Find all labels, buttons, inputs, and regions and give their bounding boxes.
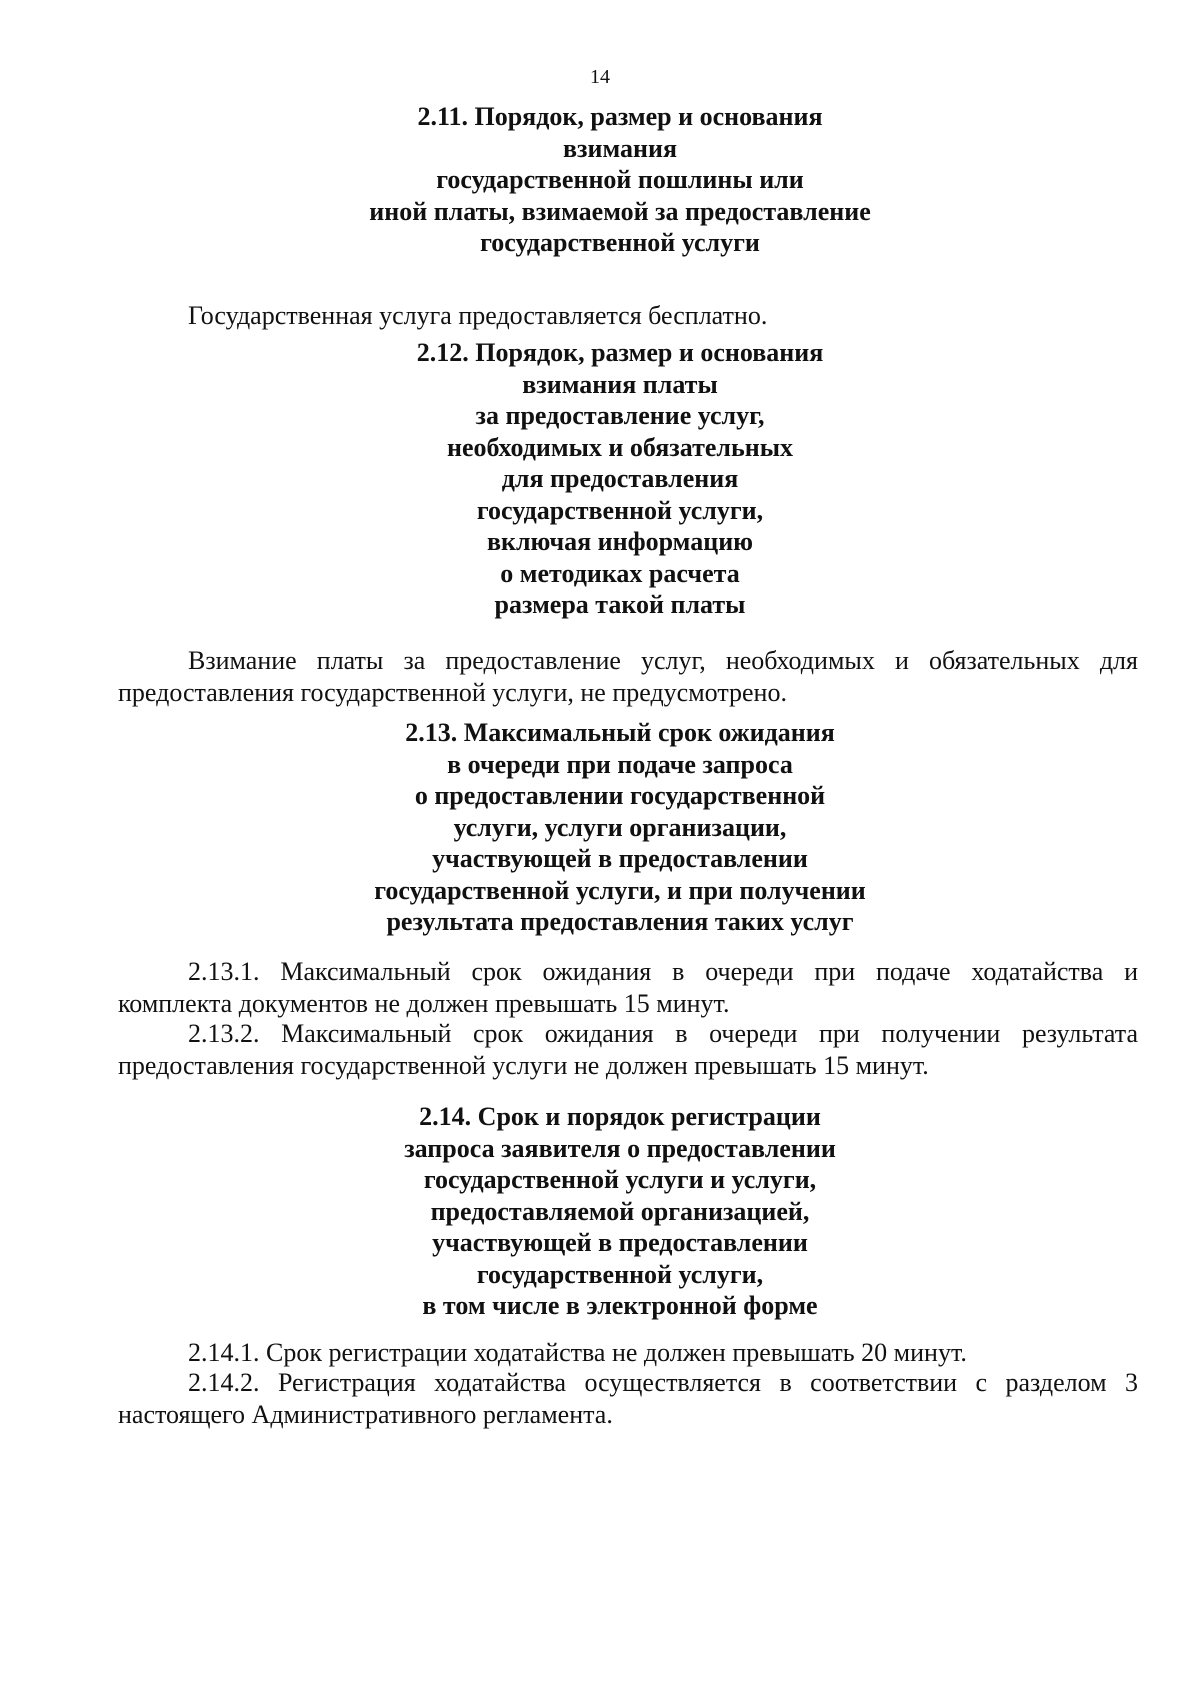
page-number: 14 <box>590 66 610 88</box>
paragraph-line: 2.13.1. Максимальный срок ожидания в очереди при подаче ходатайства и <box>188 957 1138 986</box>
heading-line: запроса заявителя о предоставлении <box>404 1133 836 1163</box>
heading-line: участвующей в предоставлении <box>432 1228 808 1257</box>
section-heading-2-12 <box>160 337 1080 621</box>
section-heading-2-14 <box>160 1101 1080 1322</box>
heading-line: размера такой платы <box>494 590 746 619</box>
heading-line: включая информацию <box>486 527 754 556</box>
heading-line: 2.14. Срок и порядок регистрации <box>419 1102 821 1131</box>
paragraph-line: предоставления государственной услуги, не предусмотрено. <box>118 678 787 707</box>
heading-line: необходимых и обязательных <box>446 432 794 462</box>
paragraph-2-14-2 <box>118 1367 1138 1431</box>
paragraph-2-12 <box>118 645 1138 709</box>
heading-line: государственной услуги, <box>476 1259 764 1289</box>
heading-line: взимания <box>562 133 678 163</box>
heading-line: результата предоставления таких услуг <box>386 907 854 936</box>
paragraph-2-13-1 <box>118 956 1138 1020</box>
heading-line: в очереди при подаче запроса <box>447 749 793 779</box>
heading-line: государственной пошлины или <box>436 165 804 194</box>
heading-line: 2.12. Порядок, размер и основания <box>416 338 824 367</box>
section-heading-2-11 <box>160 101 1080 259</box>
heading-line: о методиках расчета <box>500 558 740 588</box>
heading-line: взимания платы <box>522 369 718 399</box>
heading-line: иной платы, взимаемой за предоставление <box>369 196 871 226</box>
paragraph-2-14-1 <box>118 1337 1138 1369</box>
heading-line: участвующей в предоставлении <box>432 844 808 873</box>
heading-line: государственной услуги <box>480 228 760 257</box>
heading-line: 2.11. Порядок, размер и основания <box>417 102 823 131</box>
paragraph-line: 2.14.1. Срок регистрации ходатайства не должен превышать 20 минут. <box>188 1338 967 1367</box>
heading-line: для предоставления <box>501 464 739 493</box>
paragraph-line: настоящего Административного регламента. <box>118 1400 613 1429</box>
paragraph-line: Взимание платы за предоставление услуг, необходимых и обязательных для <box>188 646 1138 675</box>
section-heading-2-13 <box>160 717 1080 938</box>
paragraph-line: предоставления государственной услуги не должен превышать 15 минут. <box>118 1051 929 1080</box>
heading-line: государственной услуги и услуги, <box>423 1165 817 1194</box>
paragraph-line: комплекта документов не должен превышать 15 минут. <box>118 989 730 1018</box>
paragraph-line: 2.13.2. Максимальный срок ожидания в очереди при получении результата <box>188 1019 1138 1048</box>
heading-line: за предоставление услуг, <box>475 401 765 430</box>
heading-line: 2.13. Максимальный срок ожидания <box>405 718 835 747</box>
heading-line: услуги, услуги организации, <box>453 812 787 842</box>
paragraph-2-13-2 <box>118 1018 1138 1082</box>
paragraph-line: 2.14.2. Регистрация ходатайства осуществляется в соответствии с разделом 3 <box>188 1368 1138 1397</box>
heading-line: в том числе в электронной форме <box>422 1291 818 1320</box>
heading-line: государственной услуги, <box>476 495 764 525</box>
heading-line: государственной услуги, и при получении <box>374 875 866 905</box>
paragraph-line: Государственная услуга предоставляется бесплатно. <box>188 301 768 330</box>
heading-line: предоставляемой организацией, <box>430 1196 810 1226</box>
heading-line: о предоставлении государственной <box>414 781 826 810</box>
paragraph-2-11 <box>118 300 1138 332</box>
